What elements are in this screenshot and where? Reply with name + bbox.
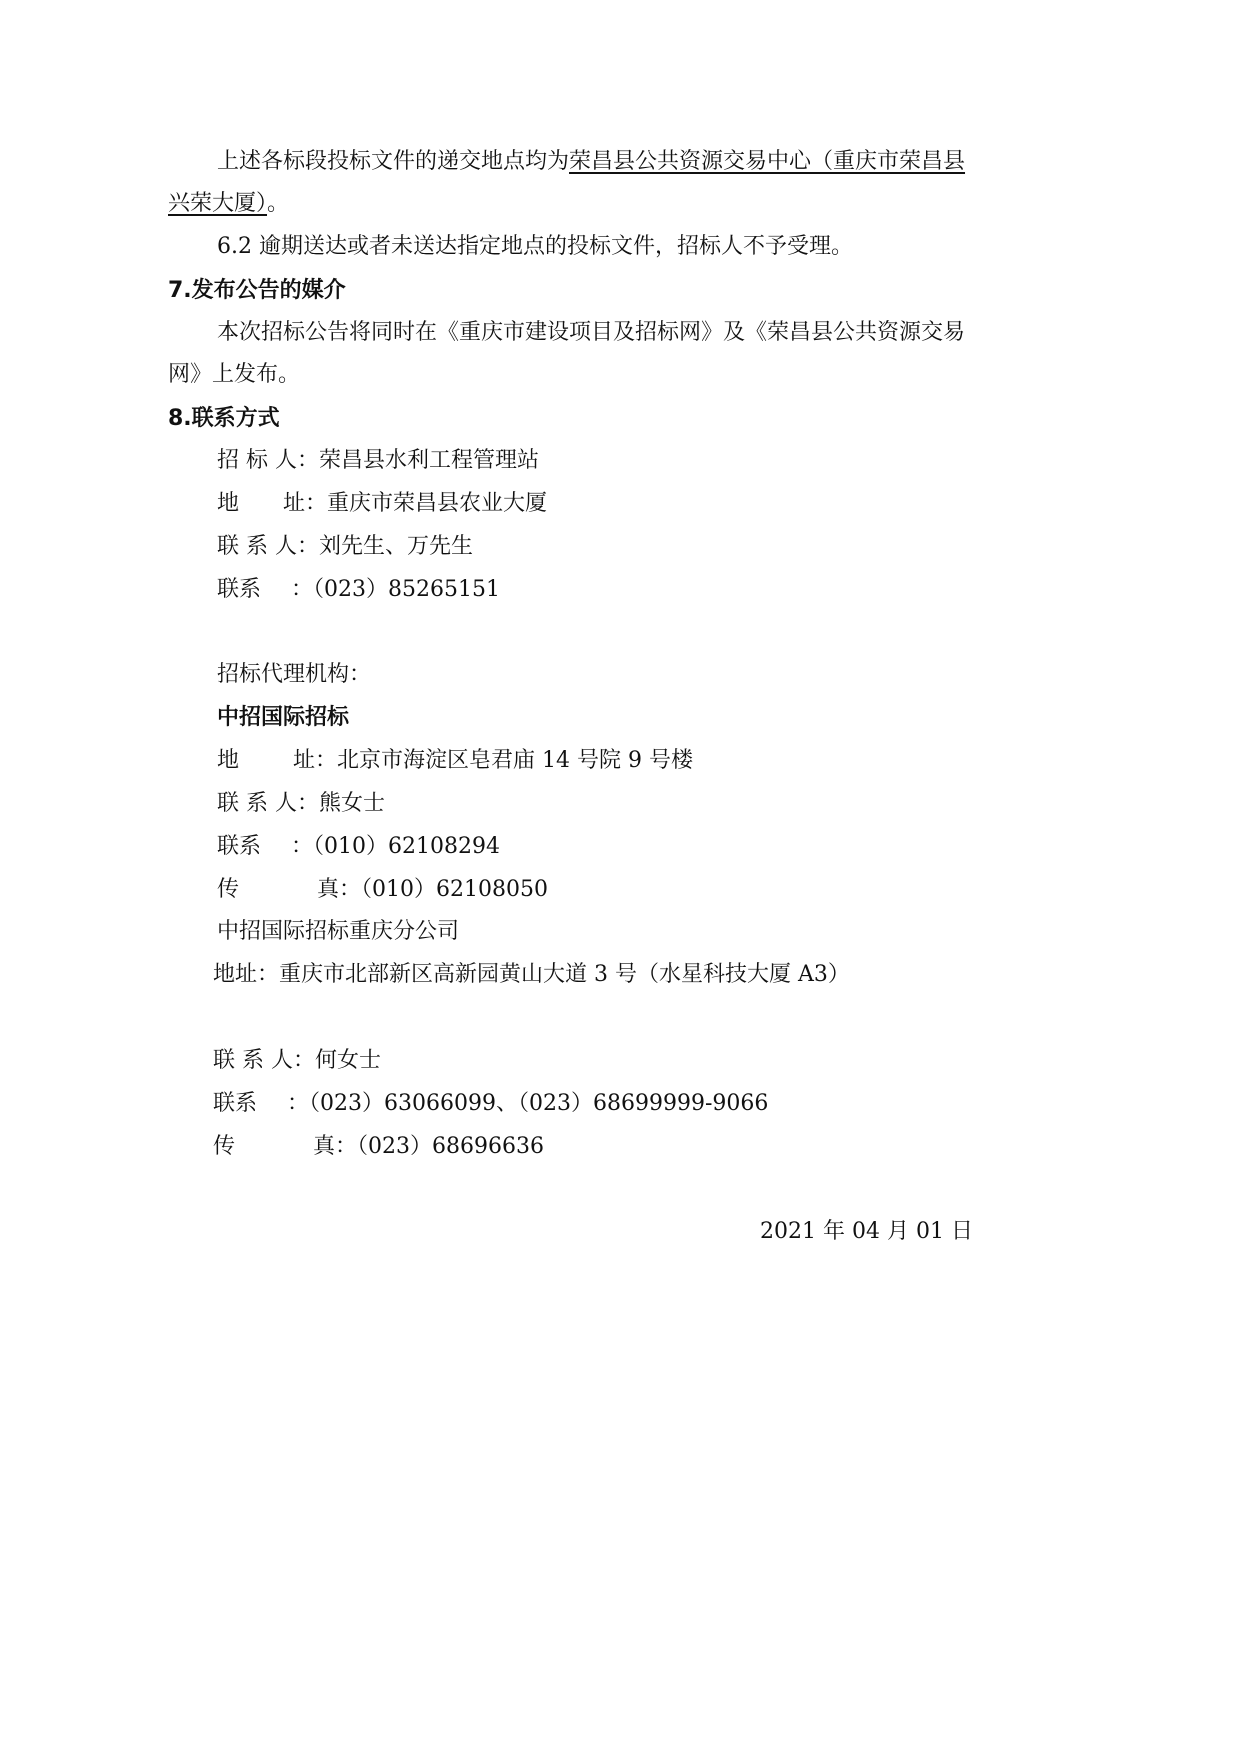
announcement-date: 2021 年 04 月 01 日	[760, 1219, 973, 1244]
tenderer-name-row	[217, 446, 539, 476]
delivery-location-address-part2: 兴荣大厦）	[168, 191, 268, 216]
agency-fax-label-a: 传	[217, 877, 240, 902]
branch-fax-label-a: 传	[213, 1134, 236, 1159]
late-submission-clause: 6.2 逾期送达或者未送达指定地点的投标文件，招标人不予受理。	[217, 234, 853, 259]
tenderer-address-label-a: 地	[217, 491, 240, 516]
tenderer-address-label-b: 址：	[283, 491, 328, 516]
tenderer-phone: （023）85265151	[313, 577, 500, 602]
section-7-heading: 7.发布公告的媒介	[168, 278, 346, 303]
tenderer-contact-row	[217, 532, 473, 562]
tenderer-phone-label-b: ：	[291, 577, 314, 602]
branch-contact-row	[213, 1046, 381, 1076]
delivery-location-paragraph-line2	[168, 189, 289, 219]
branch-name: 中招国际招标重庆分公司	[217, 919, 460, 944]
agency-phone-row	[217, 832, 500, 862]
section-8-heading: 8.联系方式	[168, 406, 280, 431]
branch-contact-label: 联 系 人：	[213, 1048, 315, 1073]
delivery-location-paragraph-line1	[217, 147, 965, 177]
branch-fax: （023）68696636	[357, 1134, 544, 1159]
branch-phone-label-a: 联系	[213, 1091, 258, 1116]
tenderer-contact-label: 联 系 人：	[217, 534, 319, 559]
agency-fax: （010）62108050	[361, 877, 548, 902]
branch-address-row	[213, 960, 850, 990]
tenderer-phone-row	[217, 575, 500, 605]
agency-contact-row	[217, 789, 385, 819]
branch-contact: 何女士	[315, 1048, 382, 1073]
delivery-location-address-part1: 荣昌县公共资源交易中心（重庆市荣昌县	[569, 149, 966, 174]
branch-address-label: 地址：	[213, 962, 280, 987]
agency-intro: 招标代理机构：	[217, 662, 372, 687]
tenderer-phone-label-a: 联系	[217, 577, 262, 602]
delivery-location-prefix: 上述各标段投标文件的递交地点均为	[217, 149, 570, 174]
tenderer-contact: 刘先生、万先生	[319, 534, 474, 559]
agency-phone-label-a: 联系	[217, 834, 262, 859]
agency-contact: 熊女士	[319, 791, 386, 816]
section-7-body-line1: 本次招标公告将同时在《重庆市建设项目及招标网》及《荣昌县公共资源交易	[217, 320, 966, 345]
agency-name: 中招国际招标	[217, 705, 350, 730]
agency-address-row	[217, 746, 693, 776]
agency-address-label-a: 地	[217, 748, 240, 773]
section-7-body-line2: 网》上发布。	[168, 362, 301, 387]
delivery-location-suffix: 。	[267, 191, 290, 216]
branch-phone-label-b: ：	[287, 1091, 310, 1116]
tenderer-address: 重庆市荣昌县农业大厦	[327, 491, 548, 516]
agency-address: 北京市海淀区皂君庙 14 号院 9 号楼	[337, 748, 693, 773]
agency-fax-label-b: 真：	[317, 877, 362, 902]
branch-fax-label-b: 真：	[313, 1134, 358, 1159]
agency-phone-label-b: ：	[291, 834, 314, 859]
branch-address: 重庆市北部新区高新园黄山大道 3 号（水星科技大厦 A3）	[279, 962, 850, 987]
agency-contact-label: 联 系 人：	[217, 791, 319, 816]
tenderer-name-label: 招 标 人：	[217, 448, 319, 473]
agency-fax-row	[217, 875, 548, 905]
branch-phone: （023）63066099、（023）68699999-9066	[309, 1091, 769, 1116]
branch-phone-row	[213, 1089, 768, 1119]
tenderer-name: 荣昌县水利工程管理站	[319, 448, 540, 473]
agency-address-label-b: 址：	[293, 748, 338, 773]
tenderer-address-row	[217, 489, 547, 519]
branch-fax-row	[213, 1132, 544, 1162]
agency-phone: （010）62108294	[313, 834, 500, 859]
